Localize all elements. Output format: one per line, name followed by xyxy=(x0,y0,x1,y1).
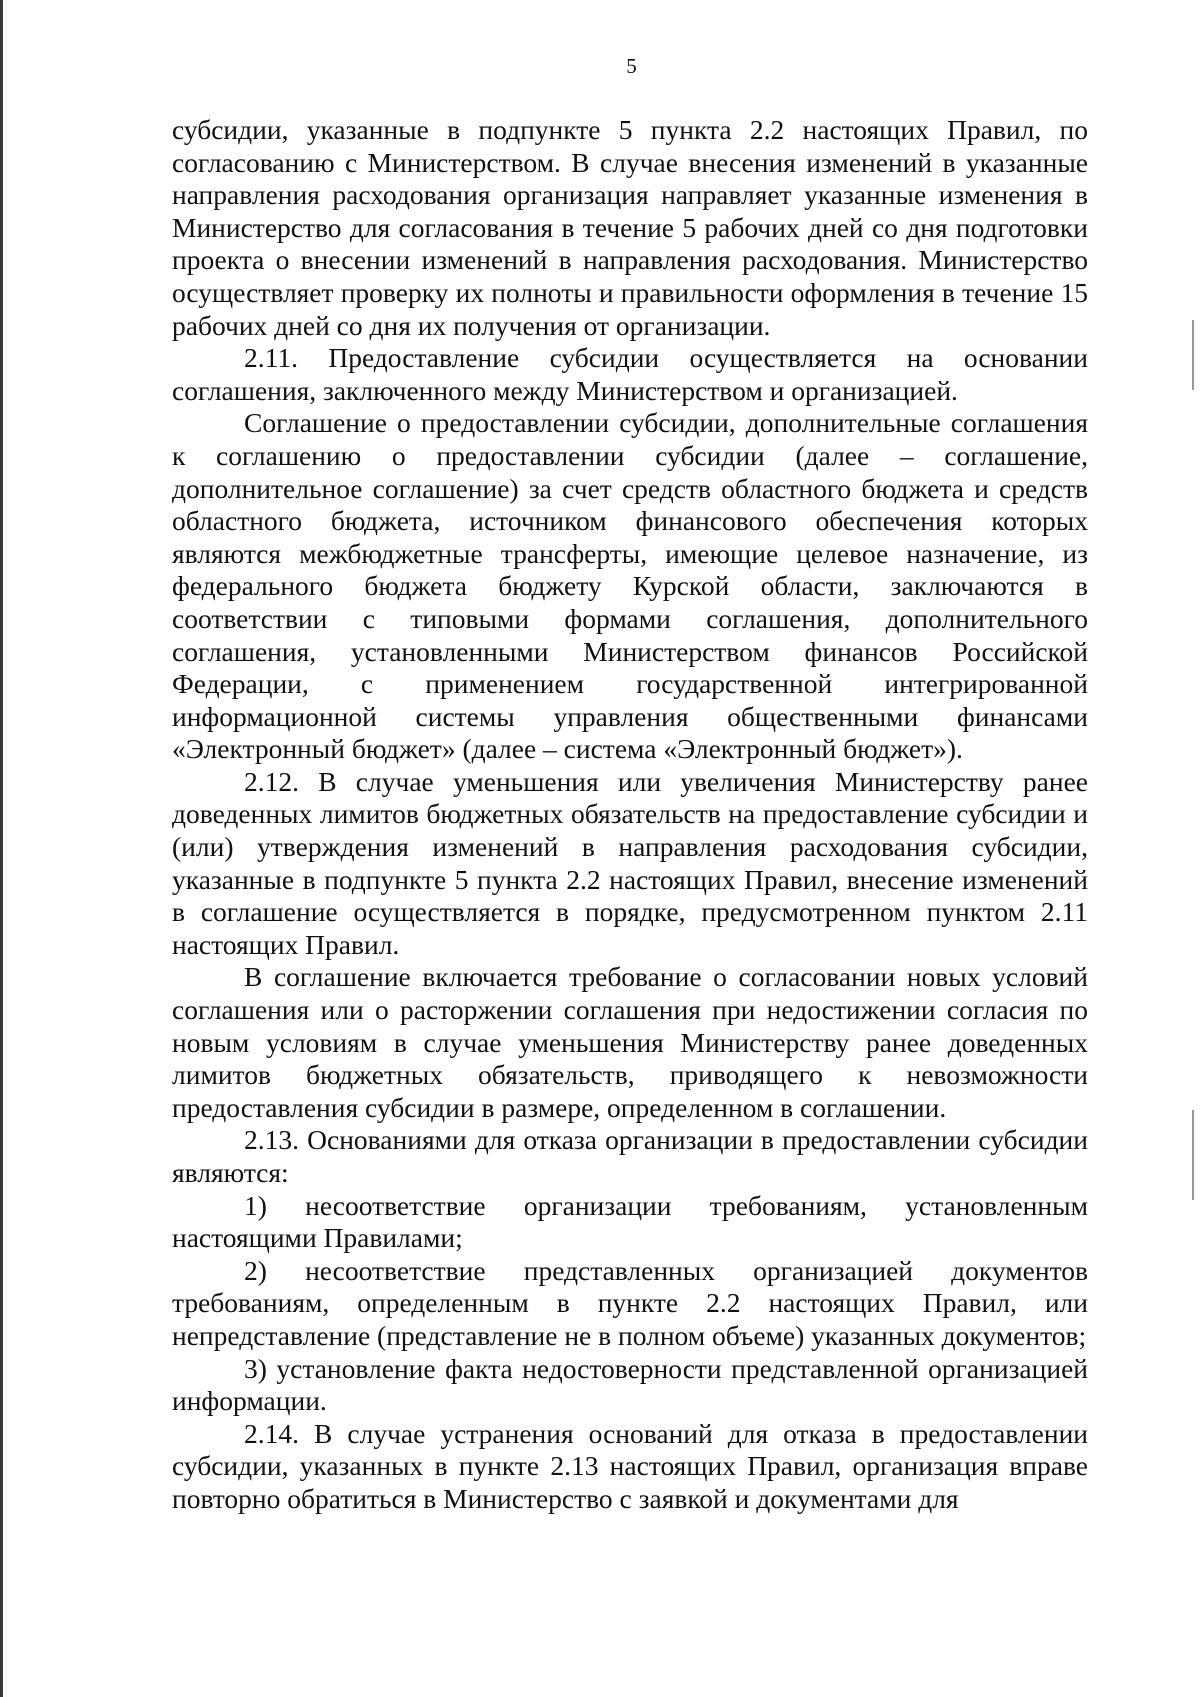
scan-mark xyxy=(1192,1110,1194,1200)
scan-edge xyxy=(0,0,3,1697)
scan-mark xyxy=(1192,320,1194,390)
paragraph-agreement: Соглашение о предоставлении субсидии, дополнительные соглашения к соглашению о предоставлении субсидии (далее – соглашение, дополнительное соглашение) за счет средств областного бюджета и средств областного бюджета, источником финансового обеспечения которых являются межбюджетные трансферты, имеющие целевое назначение, из федерального бюджета бюджету Курской области, заключаются в соответствии с типовыми формами соглашения, дополнительного соглашения, установленными Министерством финансов Российской Федерации, с применением государственной интегрированной информационной системы управления общественными финансами «Электронный бюджет» (далее – система «Электронный бюджет»). xyxy=(172,407,1088,765)
paragraph-agreement-requirement: В соглашение включается требование о согласовании новых условий соглашения или о расторжении соглашения при недостижении согласия по новым условиям в случае уменьшения Министерству ранее доведенных лимитов бюджетных обязательств, приводящего к невозможности предоставления субсидии в размере, определенном в соглашении. xyxy=(172,961,1088,1123)
list-item-1: 1) несоответствие организации требованиям, установленным настоящими Правилами; xyxy=(172,1189,1088,1254)
document-body xyxy=(172,114,1088,1516)
paragraph-2-11: 2.11. Предоставление субсидии осуществляется на основании соглашения, заключенного между Министерством и организацией. xyxy=(172,342,1088,406)
list-item-2: 2) несоответствие представленных организацией документов требованиям, определенным в пункте 2.2 настоящих Правил, или непредставление (представление не в полном объеме) указанных документов; xyxy=(172,1254,1088,1351)
paragraph-2-13: 2.13. Основаниями для отказа организации в предоставлении субсидии являются: xyxy=(172,1124,1088,1188)
paragraph-2-14: 2.14. В случае устранения оснований для отказа в предоставлении субсидии, указанных в пункте 2.13 настоящих Правил, организация вправе повторно обратиться в Министерство с заявкой и документами для xyxy=(172,1417,1088,1514)
paragraph-continuation: субсидии, указанные в подпункте 5 пункта 2.2 настоящих Правил, по согласованию с Министерством. В случае внесения изменений в указанные направления расходования организация направляет указанные изменения в Министерство для согласования в течение 5 рабочих дней со дня подготовки проекта о внесении изменений в направления расходования. Министерство осуществляет проверку их полноты и правильности оформления в течение 15 рабочих дней со дня их получения от организации. xyxy=(172,114,1088,341)
paragraph-2-12: 2.12. В случае уменьшения или увеличения Министерству ранее доведенных лимитов бюджетных обязательств на предоставление субсидии и (или) утверждения изменений в направления расходования субсидии, указанные в подпункте 5 пункта 2.2 настоящих Правил, внесение изменений в соглашение осуществляется в порядке, предусмотренном пунктом 2.11 настоящих Правил. xyxy=(172,765,1088,960)
list-item-3: 3) установление факта недостоверности представленной организацией информации. xyxy=(172,1352,1088,1417)
page-number: 5 xyxy=(626,54,637,78)
